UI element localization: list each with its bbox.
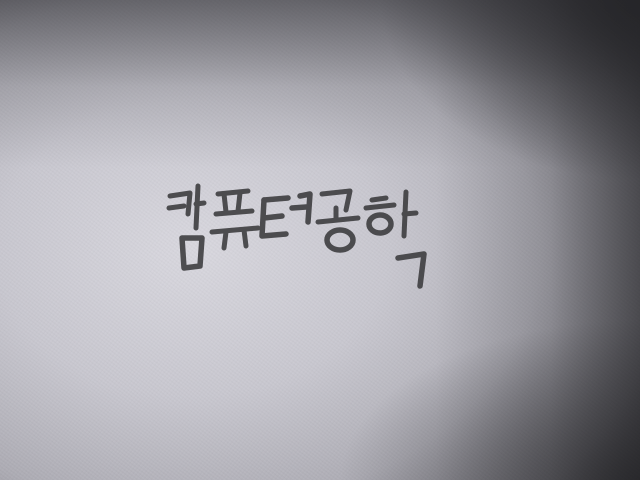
handwritten-text bbox=[160, 178, 460, 298]
handwriting-strokes bbox=[160, 178, 460, 298]
glyph-gong bbox=[318, 191, 358, 250]
glyph-pyu bbox=[212, 191, 258, 248]
glyph-teo bbox=[262, 194, 310, 236]
glyph-hak bbox=[366, 192, 424, 286]
glyph-keom bbox=[169, 186, 204, 268]
